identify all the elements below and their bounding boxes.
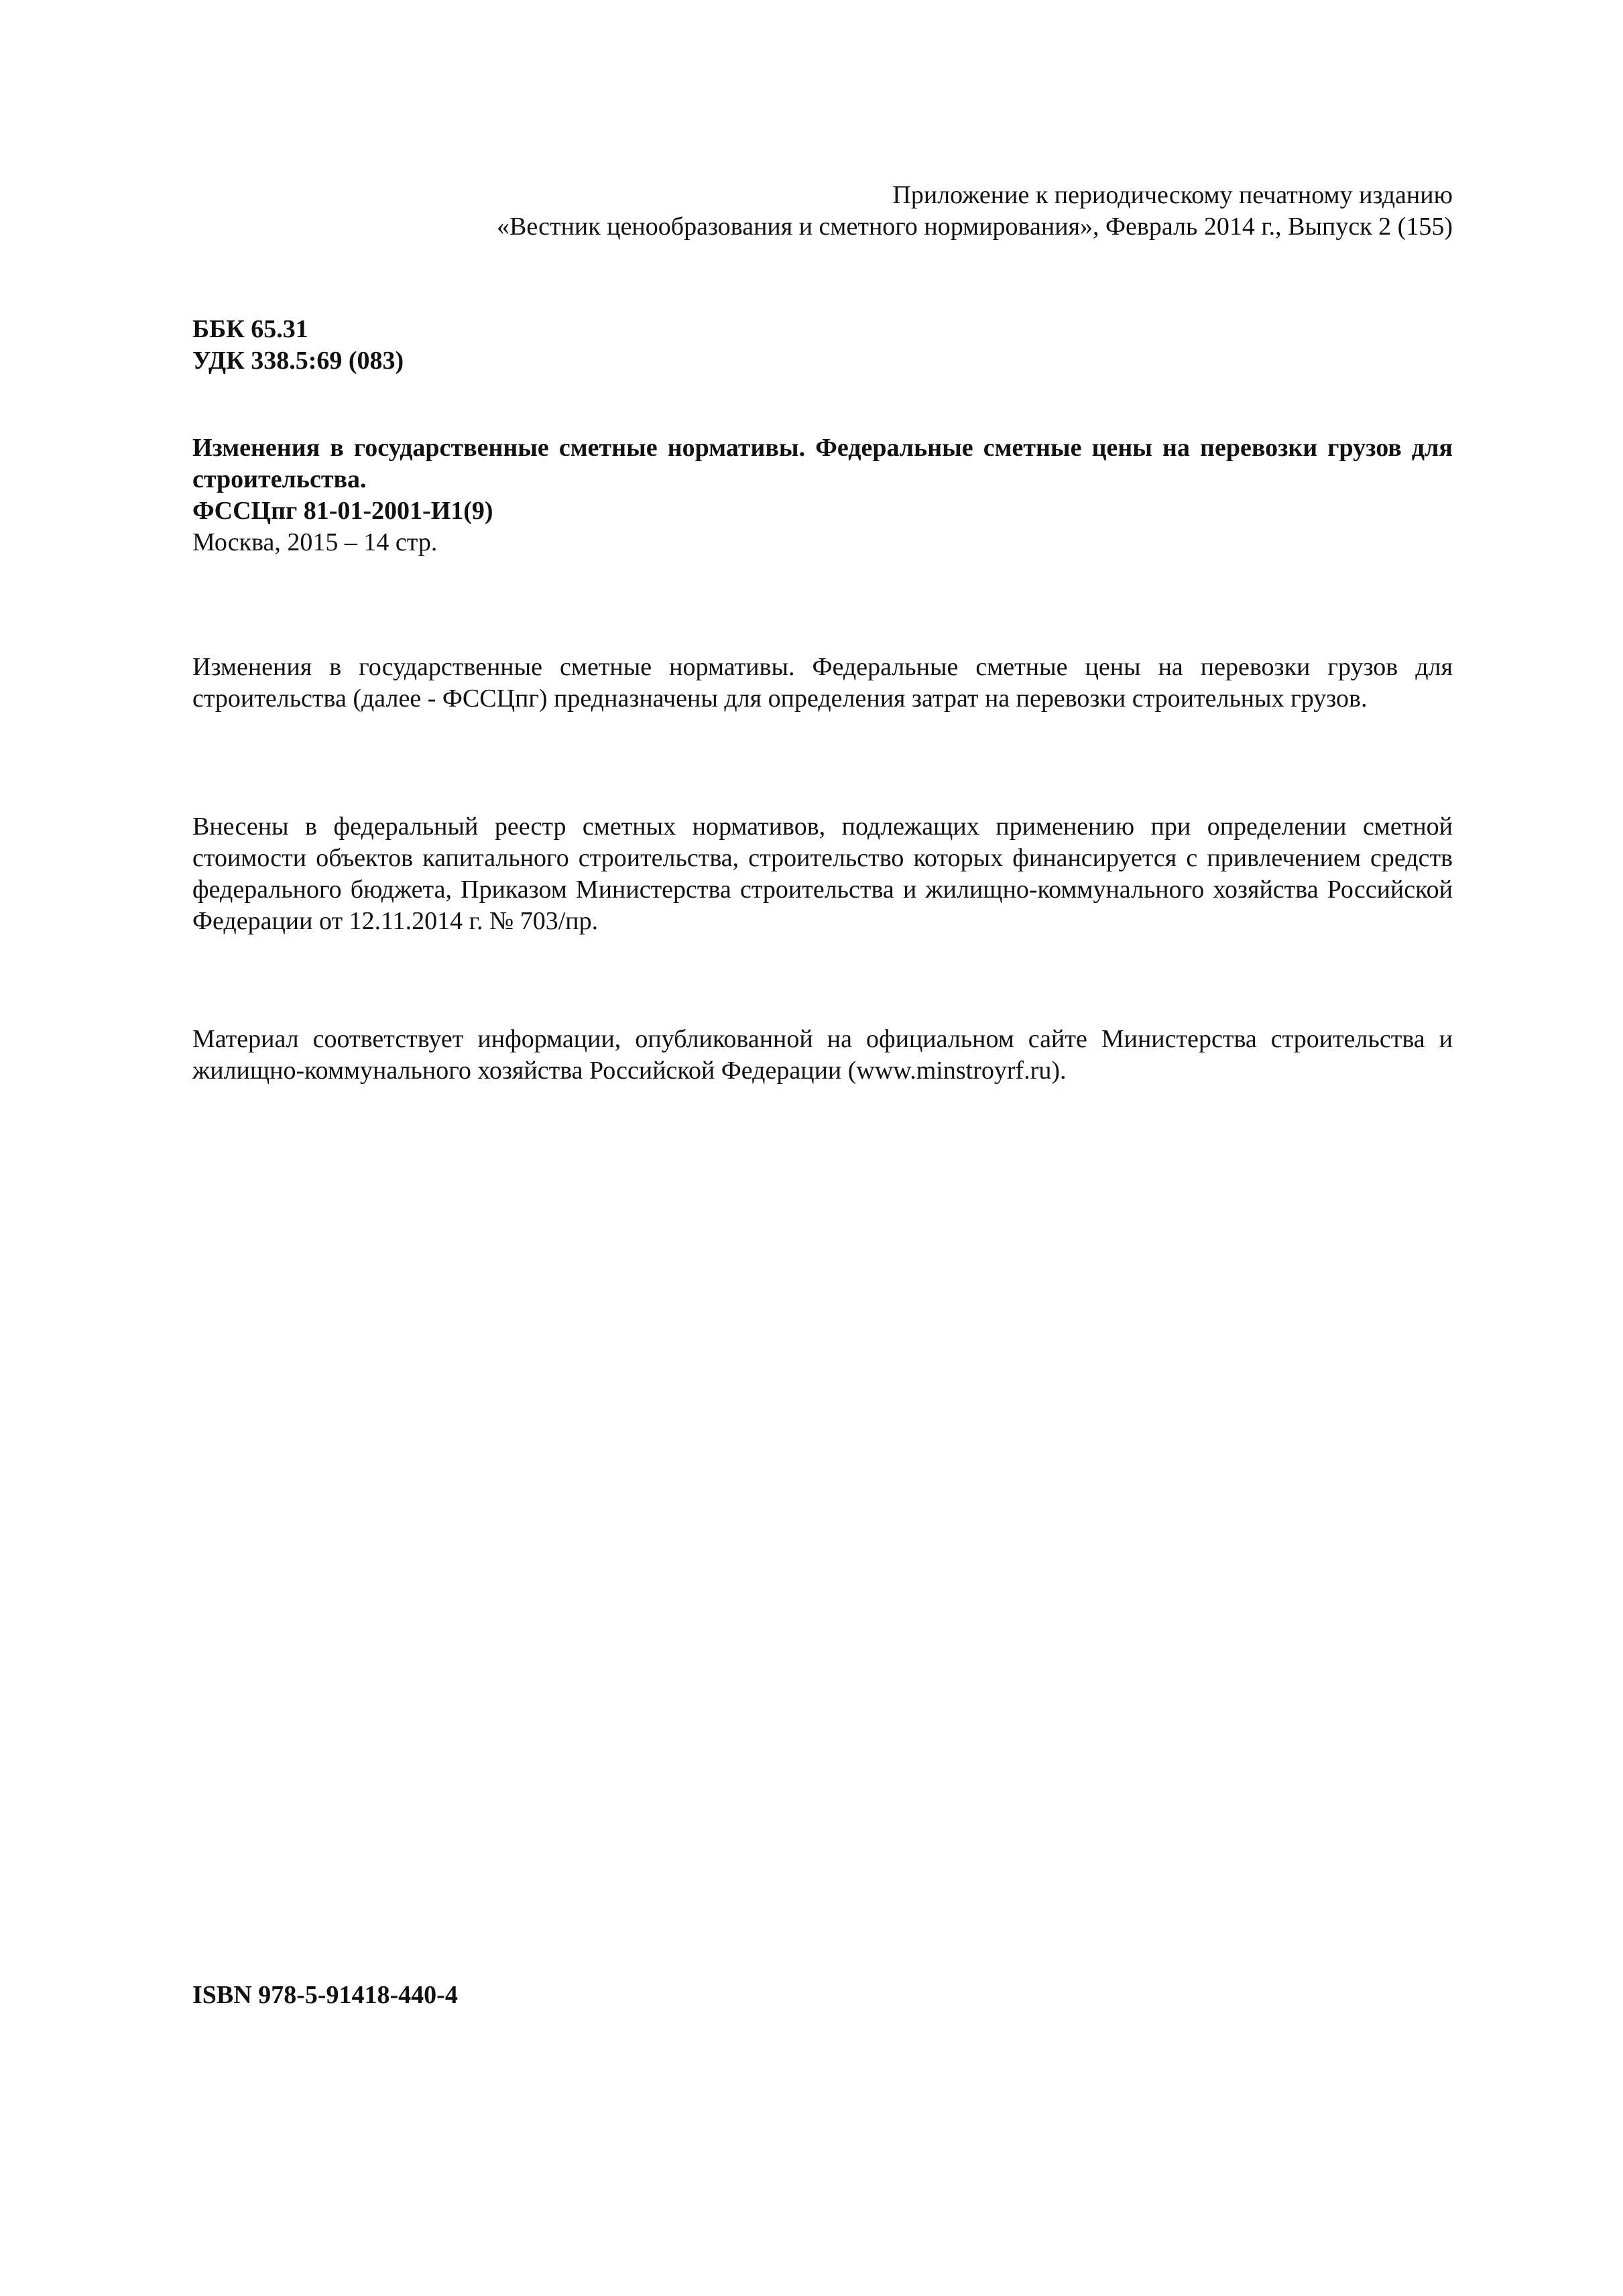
title-block — [192, 432, 1453, 558]
header-line-1: Приложение к периодическому печатному изданию — [892, 181, 1453, 209]
paragraph-source: Материал соответствует информации, опубликованной на официальном сайте Министерства строительства и жилищно-коммунального хозяйства Российской Федерации (www.minstroyrf.ru). — [192, 1025, 1453, 1085]
document-title: Изменения в государственные сметные нормативы. Федеральные сметные цены на перевозки грузов для строительства. — [192, 434, 1453, 493]
imprint: Москва, 2015 – 14 стр. — [192, 528, 438, 556]
document-code: ФССЦпг 81-01-2001-И1(9) — [192, 497, 493, 525]
header-line-2: «Вестник ценообразования и сметного нормирования», Февраль 2014 г., Выпуск 2 (155) — [496, 213, 1453, 241]
paragraph-registry: Внесены в федеральный реестр сметных нормативов, подлежащих применению при определении сметной стоимости объектов капитального строительства, строительство которых финансируется с привлечением средств федерального бюджета, Приказом Министерства строительства и жилищно-коммунального хозяйства Российской Федерации от 12.11.2014 г. № 703/пр. — [192, 812, 1453, 935]
isbn: ISBN 978-5-91418-440-4 — [192, 1981, 458, 2009]
udk-code: УДК 338.5:69 (083) — [192, 347, 404, 375]
classification-codes — [192, 314, 1453, 377]
bbk-code: ББК 65.31 — [192, 315, 308, 343]
publication-header — [192, 180, 1453, 243]
paragraph-purpose: Изменения в государственные сметные нормативы. Федеральные сметные цены на перевозки грузов для строительства (далее - ФССЦпг) предназначены для определения затрат на перевозки строительных грузов. — [192, 653, 1453, 713]
